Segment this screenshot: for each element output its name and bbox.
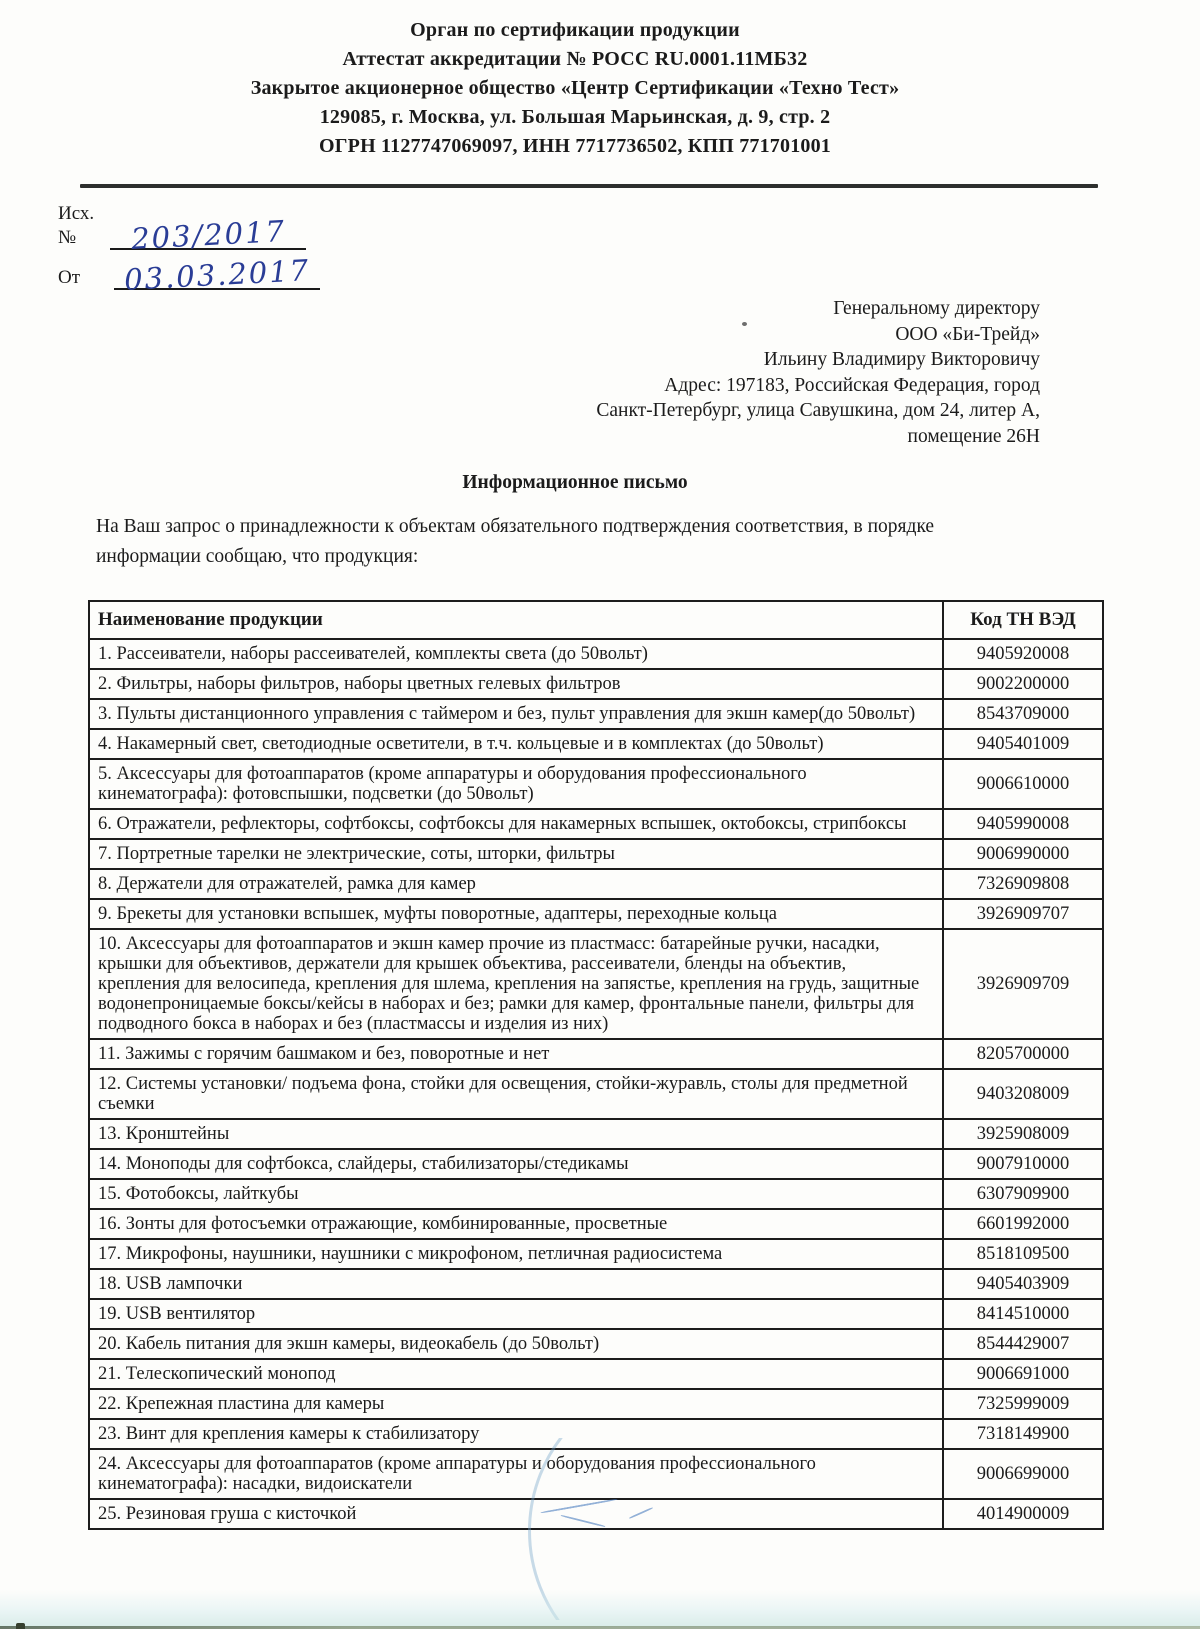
table-row	[89, 1209, 1103, 1239]
scan-edge-tint	[0, 1590, 1200, 1627]
product-code-cell: 9007910000	[943, 1149, 1103, 1179]
column-header-name: Наименование продукции	[89, 601, 943, 639]
date-value: 03.03.2017	[123, 253, 311, 297]
product-code-cell: 9006691000	[943, 1359, 1103, 1389]
product-name-cell: 7. Портретные тарелки не электрические, соты, шторки, фильтры	[89, 839, 943, 869]
letter-title: Информационное письмо	[462, 472, 688, 493]
table-row	[89, 869, 1103, 899]
table-row	[89, 699, 1103, 729]
product-code-cell: 6307909900	[943, 1179, 1103, 1209]
product-name-cell: 6. Отражатели, рефлекторы, софтбоксы, софтбоксы для накамерных вспышек, октобоксы, стрипбоксы	[89, 809, 943, 839]
table-row	[89, 1179, 1103, 1209]
outgoing-number-label: Исх.№	[58, 203, 95, 248]
product-code-cell: 3926909707	[943, 899, 1103, 929]
product-name-cell: 2. Фильтры, наборы фильтров, наборы цветных гелевых фильтров	[89, 669, 943, 699]
table-row	[89, 759, 1103, 809]
product-code-cell: 9006699000	[943, 1449, 1103, 1499]
product-name-cell: 8. Держатели для отражателей, рамка для камер	[89, 869, 943, 899]
table-row	[89, 729, 1103, 759]
product-code-cell: 8543709000	[943, 699, 1103, 729]
intro-paragraph: На Ваш запрос о принадлежности к объектам обязательного подтверждения соответствия, в порядке информации сообщаю, что продукция:	[96, 516, 935, 567]
product-code-cell: 9405401009	[943, 729, 1103, 759]
table-row	[89, 1449, 1103, 1499]
scan-edge-white	[0, 1629, 1200, 1650]
recipient-line: Санкт-Петербург, улица Савушкина, дом 24, литер А,	[596, 400, 1040, 421]
product-name-cell: 3. Пульты дистанционного управления с таймером и без, пульт управления для экшн камер(до 50вольт)	[89, 699, 943, 729]
outgoing-number-row	[58, 203, 320, 257]
product-code-cell: 9403208009	[943, 1069, 1103, 1119]
product-name-cell: 15. Фотобоксы, лайткубы	[89, 1179, 943, 1209]
outgoing-number-line	[110, 213, 306, 257]
recipient-line: Адрес: 197183, Российская Федерация, город	[664, 374, 1040, 396]
table-row	[89, 899, 1103, 929]
letterhead-line: Орган по сертификации продукции	[410, 19, 740, 41]
table-header-row	[89, 601, 1103, 639]
table-row	[89, 1299, 1103, 1329]
product-table	[88, 600, 1104, 1530]
product-code-cell: 9405990008	[943, 809, 1103, 839]
product-name-cell: 16. Зонты для фотосъемки отражающие, комбинированные, просветные	[89, 1209, 943, 1239]
product-name-cell: 12. Системы установки/ подъема фона, стойки для освещения, стойки-журавль, столы для предметной съемки	[89, 1069, 943, 1119]
product-code-cell: 7318149900	[943, 1419, 1103, 1449]
table-row	[89, 1119, 1103, 1149]
product-code-cell: 9002200000	[943, 669, 1103, 699]
product-code-cell: 8544429007	[943, 1329, 1103, 1359]
product-name-cell: 21. Телескопический монопод	[89, 1359, 943, 1389]
table-row	[89, 639, 1103, 669]
outgoing-number-value: 203/2017	[129, 213, 287, 257]
letterhead-divider	[80, 184, 1098, 188]
table-row	[89, 1419, 1103, 1449]
letterhead-line: Аттестат аккредитации № РОСС RU.0001.11МБ32	[342, 48, 808, 70]
product-name-cell: 25. Резиновая груша с кисточкой	[89, 1499, 943, 1529]
table-row	[89, 1329, 1103, 1359]
product-code-cell: 4014900009	[943, 1499, 1103, 1529]
letterhead-line: ОГРН 1127747069097, ИНН 7717736502, КПП 771701001	[318, 135, 832, 157]
product-name-cell: 11. Зажимы с горячим башмаком и без, поворотные и нет	[89, 1039, 943, 1069]
product-table-body	[89, 639, 1103, 1529]
product-name-cell: 20. Кабель питания для экшн камеры, видеокабель (до 50вольт)	[89, 1329, 943, 1359]
product-name-cell: 5. Аксессуары для фотоаппаратов (кроме аппаратуры и оборудования профессионального кинематографа): фотовспышки, подсветки (до 50вольт)	[89, 759, 943, 809]
table-row	[89, 809, 1103, 839]
date-row	[58, 250, 320, 297]
product-code-cell: 8414510000	[943, 1299, 1103, 1329]
product-name-cell: 17. Микрофоны, наушники, наушники с микрофоном, петличная радиосистема	[89, 1239, 943, 1269]
product-code-cell: 8518109500	[943, 1239, 1103, 1269]
product-name-cell: 13. Кронштейны	[89, 1119, 943, 1149]
product-code-cell: 9006990000	[943, 839, 1103, 869]
date-line	[114, 253, 320, 297]
table-row	[89, 1239, 1103, 1269]
product-name-cell: 18. USB лампочки	[89, 1269, 943, 1299]
table-row	[89, 1359, 1103, 1389]
table-row	[89, 669, 1103, 699]
recipient-line: помещение 26Н	[907, 425, 1040, 447]
product-name-cell: 23. Винт для крепления камеры к стабилизатору	[89, 1419, 943, 1449]
product-code-cell: 9006610000	[943, 759, 1103, 809]
product-code-cell: 7325999009	[943, 1389, 1103, 1419]
product-name-cell: 10. Аксессуары для фотоаппаратов и экшн камер прочие из пластмасс: батарейные ручки, насадки, крышки для объективов, держатели для крышек объектива, рассеиватели, бленды на объектив, крепления для велосипеда, крепления для шлема, крепления на запястье, крепления на грудь, защитные водонепроницаемые боксы/кейсы в наборах и без; рамки для камер, фронтальные панели, фильтры для подводного бокса в наборах и без (пластмассы и изделия из них)	[89, 929, 943, 1039]
reference-block	[58, 203, 320, 297]
product-code-cell: 9405920008	[943, 639, 1103, 669]
product-code-cell: 3926909709	[943, 929, 1103, 1039]
product-name-cell: 1. Рассеиватели, наборы рассеивателей, комплекты света (до 50вольт)	[89, 639, 943, 669]
product-name-cell: 9. Брекеты для установки вспышек, муфты поворотные, адаптеры, переходные кольца	[89, 899, 943, 929]
scan-speck	[742, 322, 747, 326]
product-code-cell: 6601992000	[943, 1209, 1103, 1239]
product-name-cell: 24. Аксессуары для фотоаппаратов (кроме аппаратуры и оборудования профессионального кинематографа): насадки, видоискатели	[89, 1449, 943, 1499]
recipient-line: ООО «Би-Трейд»	[895, 323, 1040, 345]
table-row	[89, 839, 1103, 869]
product-code-cell: 9405403909	[943, 1269, 1103, 1299]
recipient-block	[596, 296, 1040, 449]
table-row	[89, 1389, 1103, 1419]
table-row	[89, 1039, 1103, 1069]
product-name-cell: 14. Моноподы для софтбокса, слайдеры, стабилизаторы/стедикамы	[89, 1149, 943, 1179]
recipient-line: Ильину Владимиру Викторовичу	[763, 349, 1040, 370]
letterhead-line: 129085, г. Москва, ул. Большая Марьинская, д. 9, стр. 2	[319, 106, 831, 128]
product-code-cell: 3925908009	[943, 1119, 1103, 1149]
recipient-line: Генеральному директору	[833, 298, 1040, 319]
table-row	[89, 929, 1103, 1039]
product-code-cell: 7326909808	[943, 869, 1103, 899]
product-name-cell: 19. USB вентилятор	[89, 1299, 943, 1329]
column-header-code: Код ТН ВЭД	[943, 601, 1103, 639]
letterhead-line: Закрытое акционерное общество «Центр Сертификации «Техно Тест»	[250, 77, 900, 99]
table-row	[89, 1269, 1103, 1299]
product-name-cell: 4. Накамерный свет, светодиодные осветители, в т.ч. кольцевые и в комплектах (до 50вольт)	[89, 729, 943, 759]
letterhead	[0, 16, 1150, 161]
product-code-cell: 8205700000	[943, 1039, 1103, 1069]
table-row	[89, 1069, 1103, 1119]
date-label: От	[58, 267, 81, 288]
table-row	[89, 1149, 1103, 1179]
product-name-cell: 22. Крепежная пластина для камеры	[89, 1389, 943, 1419]
